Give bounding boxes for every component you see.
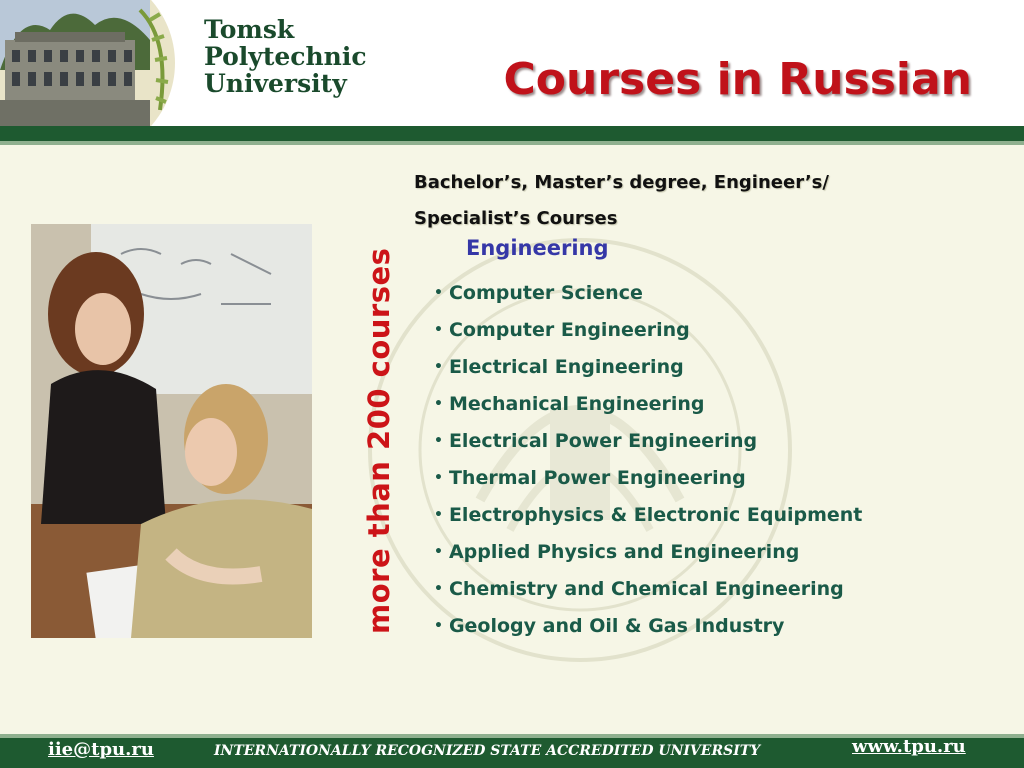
bullet-icon: •	[434, 544, 443, 560]
bullet-icon: •	[434, 359, 443, 375]
course-name: Chemistry and Chemical Engineering	[448, 578, 844, 600]
course-name: Computer Science	[448, 282, 643, 304]
list-item	[434, 276, 862, 313]
university-name-line-2: Polytechnic	[204, 42, 367, 71]
list-item	[434, 387, 862, 424]
list-item	[434, 350, 862, 387]
bullet-icon: •	[434, 618, 443, 634]
list-item	[434, 313, 862, 350]
course-count-label: more than 200 courses	[362, 247, 396, 634]
university-name-line-3: University	[204, 69, 347, 98]
bullet-icon: •	[434, 507, 443, 523]
slide-title: Courses in Russian	[503, 54, 972, 105]
header-divider-accent	[0, 141, 1024, 145]
footer	[0, 738, 1024, 768]
header-divider	[0, 126, 1024, 141]
university-name-line-1: Tomsk	[204, 15, 295, 44]
bullet-icon: •	[434, 581, 443, 597]
course-name: Thermal Power Engineering	[448, 467, 746, 489]
bullet-icon: •	[434, 322, 443, 338]
field-title: Engineering	[466, 236, 609, 260]
email-link[interactable]: iie@tpu.ru	[48, 739, 154, 760]
degree-types-line-1: Bachelor’s, Master’s degree, Engineer’s/	[414, 172, 829, 193]
list-item	[434, 535, 862, 572]
list-item	[434, 572, 862, 609]
bullet-icon: •	[434, 470, 443, 486]
bullet-icon: •	[434, 396, 443, 412]
course-name: Geology and Oil & Gas Industry	[448, 615, 785, 637]
course-name: Electrical Engineering	[448, 356, 684, 378]
university-name	[204, 16, 367, 97]
campus-building-logo	[0, 0, 180, 126]
bullet-icon: •	[434, 285, 443, 301]
course-name: Computer Engineering	[448, 319, 690, 341]
footer-tagline: INTERNATIONALLY RECOGNIZED STATE ACCREDITED UNIVERSITY	[214, 743, 761, 759]
degree-types-line-2: Specialist’s Courses	[414, 208, 618, 229]
degree-types	[414, 165, 829, 237]
list-item	[434, 609, 862, 646]
header	[0, 0, 1024, 126]
course-name: Electrical Power Engineering	[448, 430, 758, 452]
students-photo	[31, 224, 312, 638]
list-item	[434, 461, 862, 498]
list-item	[434, 424, 862, 461]
bullet-icon: •	[434, 433, 443, 449]
course-name: Mechanical Engineering	[448, 393, 705, 415]
website-link[interactable]: www.tpu.ru	[852, 736, 966, 757]
course-list	[434, 276, 862, 646]
list-item	[434, 498, 862, 535]
course-name: Applied Physics and Engineering	[448, 541, 800, 563]
course-name: Electrophysics & Electronic Equipment	[448, 504, 863, 526]
